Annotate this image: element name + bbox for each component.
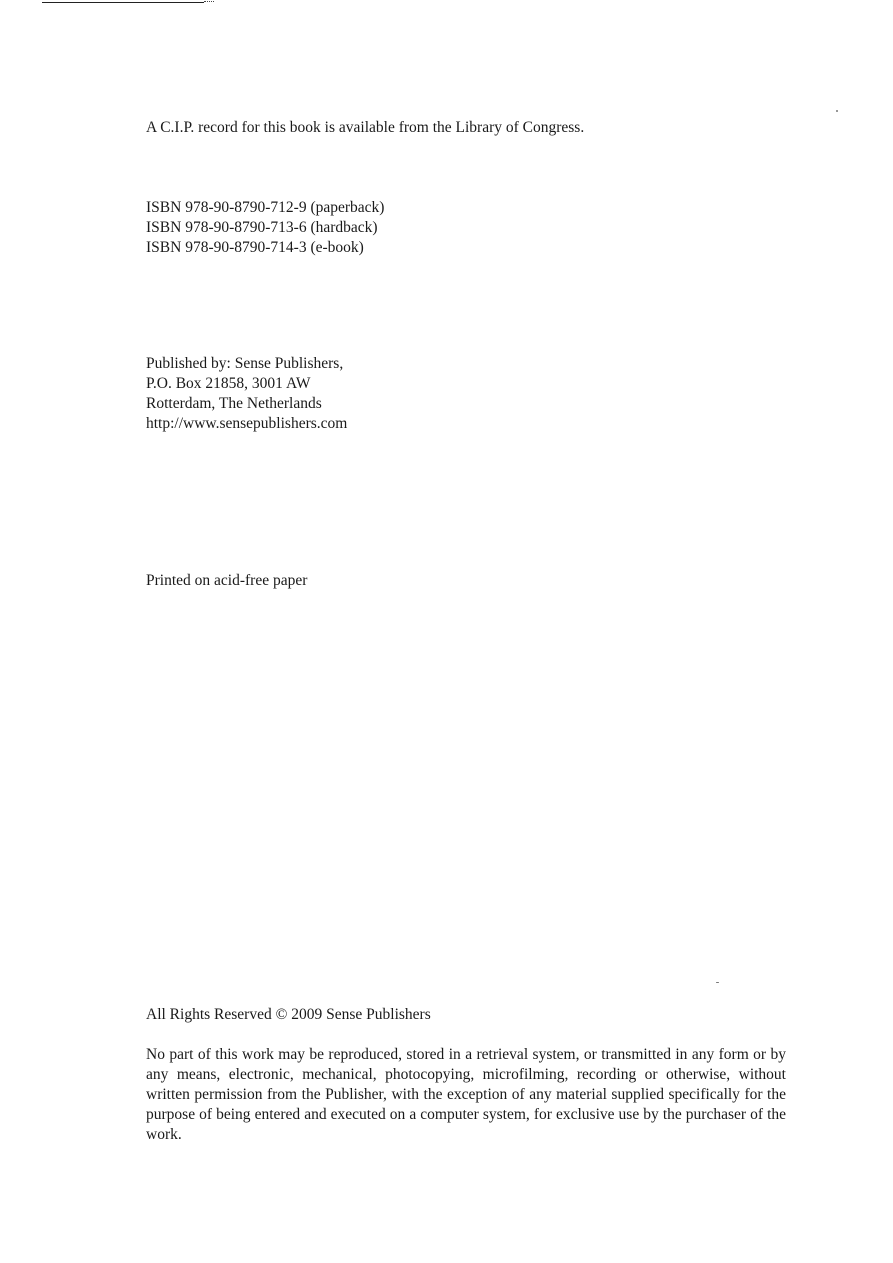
copyright-notice-block	[146, 1045, 786, 1145]
isbn-hardback: ISBN 978-90-8790-713-6 (hardback)	[146, 219, 378, 236]
publisher-city: Rotterdam, The Netherlands	[146, 395, 322, 412]
rights-block	[146, 1005, 786, 1025]
cip-record-text: A C.I.P. record for this book is available from the Library of Congress.	[146, 119, 585, 136]
publisher-url: http://www.sensepublishers.com	[146, 415, 348, 432]
scan-speck	[836, 110, 838, 112]
publisher-block	[146, 354, 786, 434]
isbn-block	[146, 198, 786, 258]
rights-text: All Rights Reserved © 2009 Sense Publishers	[146, 1006, 431, 1023]
cip-record-block	[146, 118, 786, 138]
printed-note-block	[146, 571, 786, 591]
isbn-ebook: ISBN 978-90-8790-714-3 (e-book)	[146, 239, 364, 256]
top-rule	[42, 2, 204, 3]
top-rule-dots	[204, 1, 214, 2]
isbn-paperback: ISBN 978-90-8790-712-9 (paperback)	[146, 199, 385, 216]
publisher-po-box: P.O. Box 21858, 3001 AW	[146, 375, 311, 392]
publisher-name: Published by: Sense Publishers,	[146, 355, 344, 372]
scan-speck	[716, 982, 719, 983]
copyright-notice-text: No part of this work may be reproduced, stored in a retrieval system, or transmitted in any form or by any means, electronic, mechanical, photocopying, microfilming, recording or otherwise, without written permission from the Publisher, with the exception of any material supplied specifically for the purpose of being entered and executed on a computer system, for exclusive use by the purchaser of the work.	[146, 1046, 786, 1143]
printed-note-text: Printed on acid-free paper	[146, 572, 308, 589]
